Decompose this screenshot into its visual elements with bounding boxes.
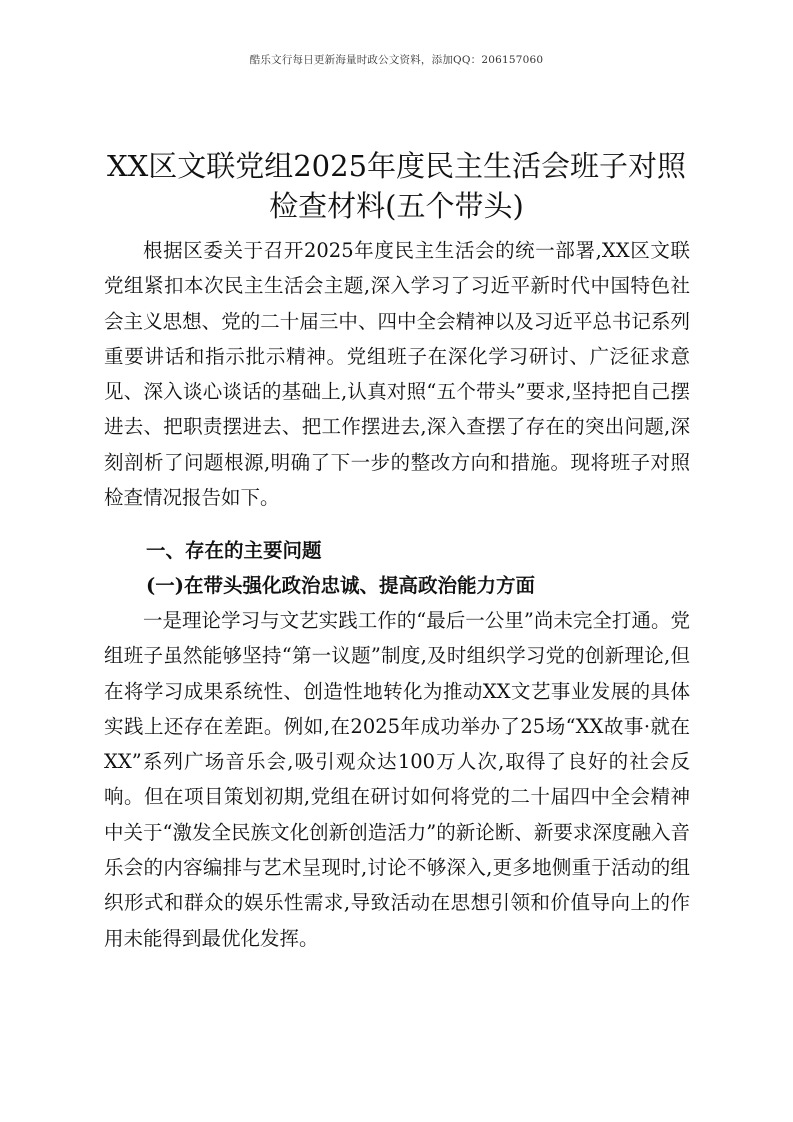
- document-title-line-2: 检查材料(五个带头): [269, 189, 524, 223]
- subsection-body-paragraph: 一是理论学习与文艺实践工作的“最后一公里”尚未完全打通。党组班子虽然能够坚持“第一议题”制度,及时组织学习党的创新理论,但在将学习成果系统性、创造性地转化为推动XX文艺事业发展的具体实践上还存在差距。例如,在2025年成功举办了25场“XX故事·就在XX”系列广场音乐会,吸引观众达100万人次,取得了良好的社会反响。但在项目策划初期,党组在研讨如何将党的二十届四中全会精神中关于“激发全民族文化创新创造活力”的新论断、新要求深度融入音乐会的内容编排与艺术呈现时,讨论不够深入,更多地侧重于活动的组织形式和群众的娱乐性需求,导致活动在思想引领和价值导向上的作用未能得到最优化发挥。: [104, 609, 690, 950]
- document-title-line-1: XX区文联党组2025年度民主生活会班子对照: [106, 149, 687, 183]
- subsection-heading: (一)在带头强化政治忠诚、提高政治能力方面: [146, 574, 535, 597]
- intro-paragraph: 根据区委关于召开2025年度民主生活会的统一部署,XX区文联党组紧扣本次民主生活会主题,深入学习了习近平新时代中国特色社会主义思想、党的二十届三中、四中全会精神以及习近平总书记系列重要讲话和指示批示精神。党组班子在深化学习研讨、广泛征求意见、深入谈心谈话的基础上,认真对照“五个带头”要求,坚持把自己摆进去、把职责摆进去、把工作摆进去,深入查摆了存在的突出问题,深刻剖析了问题根源,明确了下一步的整改方向和措施。现将班子对照检查情况报告如下。: [104, 239, 690, 510]
- section-heading: 一、存在的主要问题: [146, 539, 322, 562]
- page-header-note: 酷乐文行每日更新海量时政公文资料，添加QQ：206157060: [249, 54, 544, 66]
